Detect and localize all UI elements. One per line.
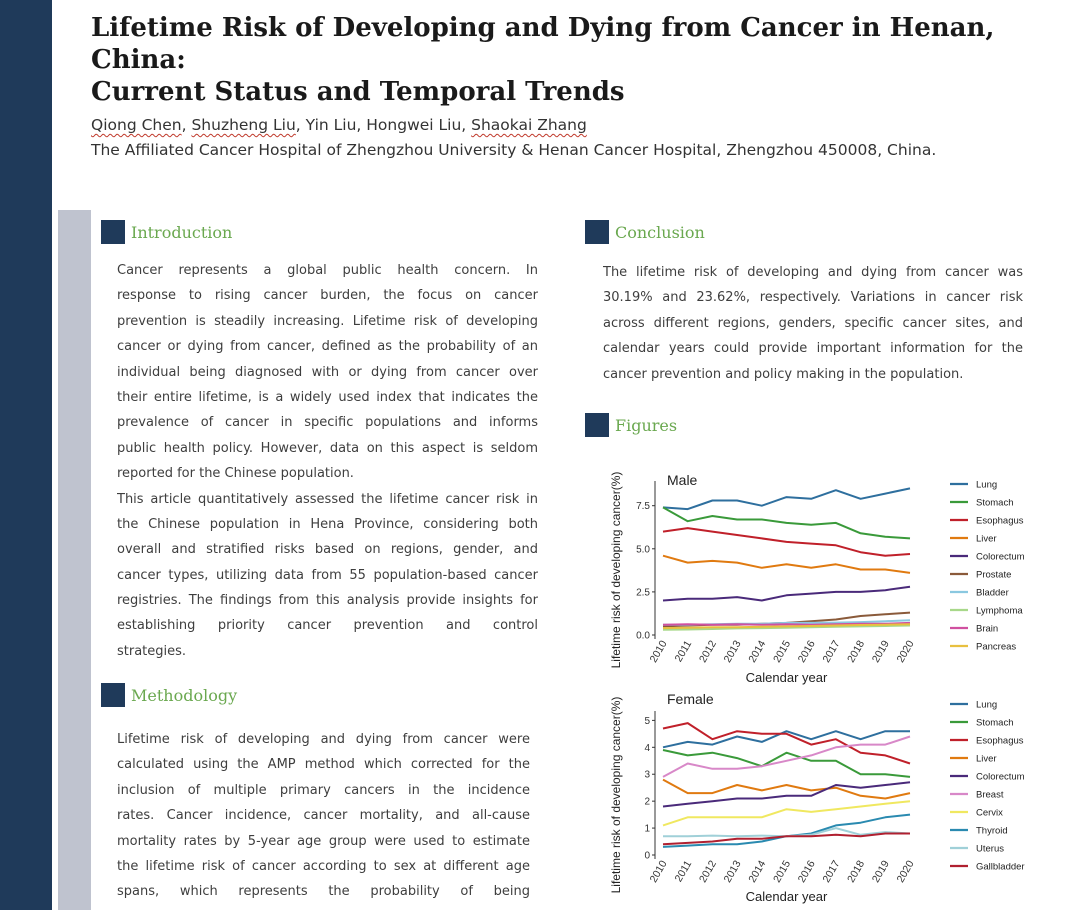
text-line: inclusion of multiple primary cancers in the incidence: [117, 782, 530, 798]
series-line-esophagus: [663, 528, 910, 556]
body-accent-band: [58, 210, 91, 910]
title-line-1: Lifetime Risk of Developing and Dying from Cancer in Henan, China:: [91, 13, 995, 75]
legend-label: Stomach: [976, 717, 1014, 729]
figures-heading: [585, 413, 677, 437]
text-line: cancer or dying from cancer, defined as the probability of an: [117, 339, 538, 355]
y-tick-label: 0.0: [636, 630, 650, 642]
author-name: Shaokai Zhang: [471, 116, 587, 134]
text-line: individual being diagnosed with or dying from cancer over: [117, 364, 538, 380]
x-tick-label: 2014: [746, 858, 769, 885]
x-tick-label: 2012: [696, 858, 719, 885]
author-name: Shuzheng Liu: [191, 116, 296, 134]
legend-label: Cervix: [976, 807, 1003, 819]
y-tick-label: 2.5: [636, 587, 650, 599]
text-line: strategies.: [117, 643, 187, 659]
y-tick-label: 5: [644, 715, 650, 727]
x-tick-label: 2015: [771, 858, 794, 885]
x-tick-label: 2010: [647, 858, 670, 885]
series-line-stomach: [663, 507, 910, 538]
author-name: Yin Liu: [305, 116, 357, 134]
legend-label: Uterus: [976, 843, 1004, 855]
legend-label: Pancreas: [976, 641, 1017, 653]
methodology-heading: [101, 683, 237, 707]
legend-label: Brain: [976, 623, 999, 635]
text-line: mortality rates by 5-year age group were used to estimate: [117, 833, 530, 849]
author-list: [91, 116, 587, 134]
y-tick-label: 5.0: [636, 544, 650, 556]
legend-label: Breast: [976, 789, 1004, 801]
series-line-lung: [663, 488, 910, 509]
poster-title: [91, 12, 1071, 108]
x-axis-label: Calendar year: [745, 670, 828, 685]
text-line: cancer types, utilizing data from 55 population-based cancer: [117, 567, 538, 583]
left-accent-band: [0, 0, 52, 910]
series-line-colorectum: [663, 587, 910, 601]
y-tick-label: 7.5: [636, 501, 650, 513]
text-line: establishing priority cancer prevention and control: [117, 618, 538, 634]
y-tick-label: 0: [644, 850, 650, 862]
author-separator: ,: [295, 116, 306, 134]
legend-label: Liver: [976, 533, 997, 545]
legend-label: Colorectum: [976, 551, 1025, 563]
section-marker-icon: [585, 220, 609, 244]
x-tick-label: 2018: [845, 858, 868, 885]
series-line-liver: [663, 556, 910, 573]
section-marker-icon: [101, 683, 125, 707]
title-line-2: Current Status and Temporal Trends: [91, 77, 625, 107]
author-separator: ,: [461, 116, 472, 134]
legend-label: Colorectum: [976, 771, 1025, 783]
x-tick-label: 2016: [795, 858, 818, 885]
text-line: the Chinese population in Hena Province, considering both: [117, 516, 538, 532]
x-tick-label: 2010: [647, 638, 670, 665]
text-line: prevalence of cancer in specific populations and informs: [117, 415, 538, 431]
text-line: registries. The findings from this analysis provide insights for: [117, 593, 538, 609]
introduction-heading: [101, 220, 232, 244]
text-line: their entire lifetime, is a widely used index that indicates the: [117, 389, 538, 405]
section-marker-icon: [585, 413, 609, 437]
x-tick-label: 2011: [672, 638, 695, 665]
x-tick-label: 2019: [869, 638, 892, 665]
x-axis-label: Calendar year: [745, 889, 828, 904]
section-title: Methodology: [131, 685, 238, 705]
legend-label: Lung: [976, 699, 998, 711]
x-tick-label: 2014: [746, 638, 769, 665]
text-line: the lifetime risk of cancer according to sex at different age: [117, 858, 530, 874]
legend-label: Thyroid: [976, 825, 1008, 837]
x-tick-label: 2019: [869, 858, 892, 885]
text-line: response to rising cancer burden, the focus on cancer: [117, 288, 538, 304]
y-tick-label: 4: [644, 742, 650, 754]
chart-title: Male: [667, 472, 698, 488]
text-line: This article quantitatively assessed the lifetime cancer risk in: [117, 491, 538, 507]
text-line: reported for the Chinese population.: [117, 466, 354, 482]
text-line: prevention is steadily increasing. Lifetime risk of developing: [117, 313, 538, 329]
conclusion-body: [603, 260, 1023, 387]
text-line: cancer prevention and policy making in the population.: [603, 366, 964, 382]
author-separator: ,: [181, 116, 192, 134]
text-line: calendar years could provide important information for the: [603, 341, 1023, 357]
author-name: Hongwei Liu: [366, 116, 462, 134]
section-title: Conclusion: [615, 222, 705, 242]
legend-label: Esophagus: [976, 515, 1024, 527]
author-name: Qiong Chen: [91, 116, 182, 134]
section-title: Figures: [615, 415, 678, 435]
series-line-cervix: [663, 801, 910, 825]
y-tick-label: 3: [644, 769, 650, 781]
affiliation: The Affiliated Cancer Hospital of Zhengzhou University & Henan Cancer Hospital, Zhengzhou 450008, China.: [91, 141, 937, 159]
chart-title: Female: [667, 691, 714, 707]
text-line: across different regions, genders, specific cancer sites, and: [603, 315, 1023, 331]
y-tick-label: 1: [644, 823, 650, 835]
legend-label: Gallbladder: [976, 861, 1025, 873]
x-tick-label: 2011: [672, 858, 695, 885]
x-tick-label: 2017: [820, 638, 843, 665]
x-tick-label: 2018: [845, 638, 868, 665]
text-line: spans, which represents the probability of being: [117, 884, 530, 900]
text-line: overall and stratified risks based on regions, gender, and: [117, 542, 538, 558]
y-tick-label: 2: [644, 796, 650, 808]
legend-label: Stomach: [976, 497, 1014, 509]
text-line: calculated using the AMP method which corrected for the: [117, 757, 530, 773]
female-risk-chart: [600, 680, 1070, 908]
male-risk-chart: [600, 460, 1070, 685]
author-separator: ,: [356, 116, 367, 134]
x-tick-label: 2017: [820, 858, 843, 885]
section-title: Introduction: [131, 222, 233, 242]
x-tick-label: 2020: [894, 858, 917, 885]
x-tick-label: 2013: [721, 858, 744, 885]
text-line: public health policy. However, data on this aspect is seldom: [117, 440, 538, 456]
text-line: The lifetime risk of developing and dying from cancer was: [603, 265, 1023, 280]
legend-label: Prostate: [976, 569, 1012, 581]
y-axis-label: Lifetime risk of developing cancer(%): [609, 696, 623, 894]
text-line: rates. Cancer incidence, cancer mortality, and all-cause: [117, 808, 530, 824]
legend-label: Lung: [976, 479, 998, 491]
text-line: 30.19% and 23.62%, respectively. Variations in cancer risk: [603, 290, 1023, 306]
section-marker-icon: [101, 220, 125, 244]
x-tick-label: 2015: [771, 638, 794, 665]
text-line: Cancer represents a global public health concern. In: [117, 263, 538, 278]
legend-label: Bladder: [976, 587, 1009, 599]
x-tick-label: 2013: [721, 638, 744, 665]
x-tick-label: 2016: [795, 638, 818, 665]
methodology-body: [117, 727, 530, 905]
legend-label: Lymphoma: [976, 605, 1023, 617]
legend-label: Liver: [976, 753, 997, 765]
legend-label: Esophagus: [976, 735, 1024, 747]
x-tick-label: 2020: [894, 638, 917, 665]
text-line: Lifetime risk of developing and dying from cancer were: [117, 732, 530, 747]
introduction-body: [117, 258, 538, 664]
conclusion-heading: [585, 220, 705, 244]
x-tick-label: 2012: [696, 638, 719, 665]
y-axis-label: Lifetime risk of developing cancer(%): [609, 471, 623, 669]
